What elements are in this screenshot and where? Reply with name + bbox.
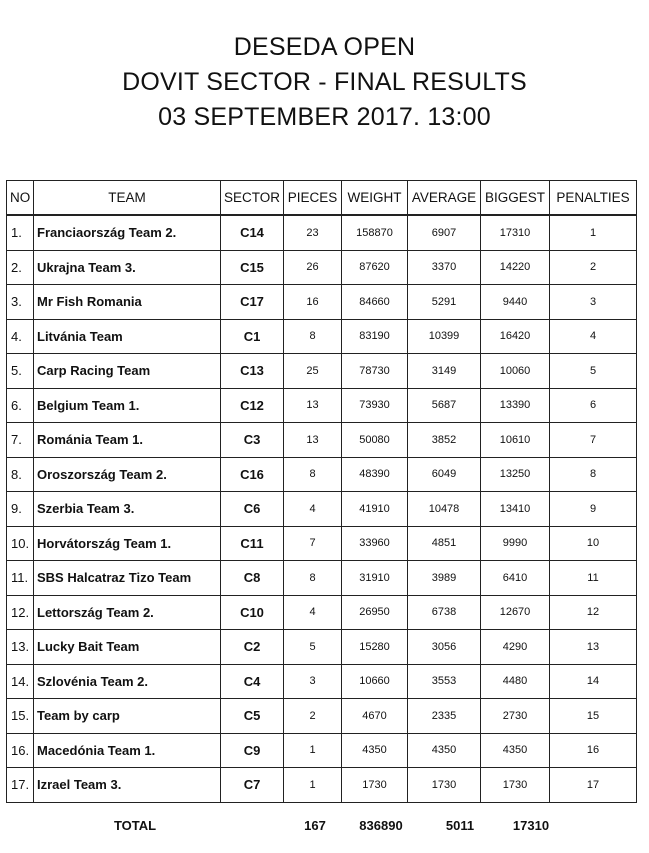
average-cell: 2335 <box>408 699 481 734</box>
average-cell: 4851 <box>408 526 481 561</box>
average-cell: 3056 <box>408 630 481 665</box>
pieces-cell: 13 <box>284 388 342 423</box>
table-row <box>7 354 637 389</box>
penalties-cell: 2 <box>550 250 637 285</box>
biggest-cell: 10610 <box>481 423 550 458</box>
average-cell: 10399 <box>408 319 481 354</box>
sector-cell: C5 <box>221 699 284 734</box>
biggest-cell: 2730 <box>481 699 550 734</box>
pieces-cell: 4 <box>284 492 342 527</box>
weight-cell: 4670 <box>342 699 408 734</box>
sector-cell: C16 <box>221 457 284 492</box>
biggest-cell: 17310 <box>481 215 550 250</box>
average-cell: 3370 <box>408 250 481 285</box>
biggest-cell: 16420 <box>481 319 550 354</box>
column-header-pieces: PIECES <box>284 181 342 216</box>
table-row <box>7 699 637 734</box>
total-average: 5011 <box>445 818 475 833</box>
average-cell: 6738 <box>408 595 481 630</box>
document-title-block <box>0 30 649 135</box>
rank-cell: 5. <box>7 354 34 389</box>
penalties-cell: 1 <box>550 215 637 250</box>
penalties-cell: 15 <box>550 699 637 734</box>
biggest-cell: 4350 <box>481 733 550 768</box>
sector-cell: C2 <box>221 630 284 665</box>
sector-cell: C10 <box>221 595 284 630</box>
total-label: TOTAL <box>113 818 157 833</box>
rank-cell: 13. <box>7 630 34 665</box>
pieces-cell: 7 <box>284 526 342 561</box>
penalties-cell: 11 <box>550 561 637 596</box>
team-cell: Team by carp <box>34 699 221 734</box>
penalties-cell: 9 <box>550 492 637 527</box>
rank-cell: 14. <box>7 664 34 699</box>
table-row <box>7 526 637 561</box>
column-header-penalties: PENALTIES <box>550 181 637 216</box>
rank-cell: 7. <box>7 423 34 458</box>
pieces-cell: 4 <box>284 595 342 630</box>
column-header-no: NO <box>7 181 34 216</box>
table-row <box>7 768 637 803</box>
results-title: DOVIT SECTOR - FINAL RESULTS <box>122 68 527 96</box>
biggest-cell: 9440 <box>481 285 550 320</box>
penalties-cell: 5 <box>550 354 637 389</box>
penalties-cell: 16 <box>550 733 637 768</box>
sector-cell: C17 <box>221 285 284 320</box>
rank-cell: 16. <box>7 733 34 768</box>
penalties-cell: 17 <box>550 768 637 803</box>
biggest-cell: 4480 <box>481 664 550 699</box>
table-header-row <box>7 181 637 216</box>
table-row <box>7 630 637 665</box>
penalties-cell: 14 <box>550 664 637 699</box>
weight-cell: 26950 <box>342 595 408 630</box>
pieces-cell: 8 <box>284 457 342 492</box>
weight-cell: 41910 <box>342 492 408 527</box>
rank-cell: 12. <box>7 595 34 630</box>
rank-cell: 17. <box>7 768 34 803</box>
penalties-cell: 7 <box>550 423 637 458</box>
penalties-cell: 12 <box>550 595 637 630</box>
penalties-cell: 13 <box>550 630 637 665</box>
team-cell: Ukrajna Team 3. <box>34 250 221 285</box>
total-biggest: 17310 <box>512 818 550 833</box>
sector-cell: C15 <box>221 250 284 285</box>
weight-cell: 84660 <box>342 285 408 320</box>
weight-cell: 158870 <box>342 215 408 250</box>
average-cell: 10478 <box>408 492 481 527</box>
weight-cell: 10660 <box>342 664 408 699</box>
biggest-cell: 13390 <box>481 388 550 423</box>
column-header-biggest: BIGGEST <box>481 181 550 216</box>
rank-cell: 4. <box>7 319 34 354</box>
average-cell: 5687 <box>408 388 481 423</box>
pieces-cell: 25 <box>284 354 342 389</box>
biggest-cell: 9990 <box>481 526 550 561</box>
biggest-cell: 10060 <box>481 354 550 389</box>
weight-cell: 4350 <box>342 733 408 768</box>
table-row <box>7 388 637 423</box>
weight-cell: 33960 <box>342 526 408 561</box>
rank-cell: 1. <box>7 215 34 250</box>
table-row <box>7 215 637 250</box>
table-row <box>7 457 637 492</box>
rank-cell: 6. <box>7 388 34 423</box>
pieces-cell: 3 <box>284 664 342 699</box>
pieces-cell: 8 <box>284 561 342 596</box>
sector-cell: C12 <box>221 388 284 423</box>
table-row <box>7 285 637 320</box>
team-cell: Belgium Team 1. <box>34 388 221 423</box>
column-header-weight: WEIGHT <box>342 181 408 216</box>
total-pieces: 167 <box>304 818 326 833</box>
pieces-cell: 13 <box>284 423 342 458</box>
average-cell: 6049 <box>408 457 481 492</box>
weight-cell: 78730 <box>342 354 408 389</box>
average-cell: 5291 <box>408 285 481 320</box>
column-header-average: AVERAGE <box>408 181 481 216</box>
column-header-sector: SECTOR <box>221 181 284 216</box>
sector-cell: C6 <box>221 492 284 527</box>
biggest-cell: 4290 <box>481 630 550 665</box>
pieces-cell: 2 <box>284 699 342 734</box>
pieces-cell: 23 <box>284 215 342 250</box>
average-cell: 1730 <box>408 768 481 803</box>
sector-cell: C9 <box>221 733 284 768</box>
table-row <box>7 595 637 630</box>
table-row <box>7 733 637 768</box>
penalties-cell: 4 <box>550 319 637 354</box>
column-header-team: TEAM <box>34 181 221 216</box>
penalties-cell: 3 <box>550 285 637 320</box>
weight-cell: 73930 <box>342 388 408 423</box>
weight-cell: 87620 <box>342 250 408 285</box>
biggest-cell: 6410 <box>481 561 550 596</box>
sector-cell: C1 <box>221 319 284 354</box>
average-cell: 3989 <box>408 561 481 596</box>
totals-row <box>0 818 649 838</box>
team-cell: SBS Halcatraz Tizo Team <box>34 561 221 596</box>
sector-cell: C8 <box>221 561 284 596</box>
team-cell: Litvánia Team <box>34 319 221 354</box>
biggest-cell: 13410 <box>481 492 550 527</box>
sector-cell: C14 <box>221 215 284 250</box>
rank-cell: 2. <box>7 250 34 285</box>
table-row <box>7 423 637 458</box>
biggest-cell: 1730 <box>481 768 550 803</box>
pieces-cell: 5 <box>284 630 342 665</box>
average-cell: 3149 <box>408 354 481 389</box>
rank-cell: 11. <box>7 561 34 596</box>
team-cell: Franciaország Team 2. <box>34 215 221 250</box>
team-cell: Mr Fish Romania <box>34 285 221 320</box>
sector-cell: C3 <box>221 423 284 458</box>
pieces-cell: 8 <box>284 319 342 354</box>
weight-cell: 50080 <box>342 423 408 458</box>
event-title: DESEDA OPEN <box>233 33 416 61</box>
weight-cell: 48390 <box>342 457 408 492</box>
pieces-cell: 1 <box>284 733 342 768</box>
sector-cell: C13 <box>221 354 284 389</box>
biggest-cell: 12670 <box>481 595 550 630</box>
rank-cell: 10. <box>7 526 34 561</box>
rank-cell: 8. <box>7 457 34 492</box>
table-row <box>7 250 637 285</box>
sector-cell: C7 <box>221 768 284 803</box>
total-weight: 836890 <box>359 818 403 833</box>
pieces-cell: 1 <box>284 768 342 803</box>
average-cell: 4350 <box>408 733 481 768</box>
penalties-cell: 8 <box>550 457 637 492</box>
team-cell: Lettország Team 2. <box>34 595 221 630</box>
team-cell: Horvátország Team 1. <box>34 526 221 561</box>
results-table <box>6 180 637 803</box>
weight-cell: 1730 <box>342 768 408 803</box>
weight-cell: 15280 <box>342 630 408 665</box>
event-date: 03 SEPTEMBER 2017. 13:00 <box>158 103 491 131</box>
team-cell: Szerbia Team 3. <box>34 492 221 527</box>
rank-cell: 15. <box>7 699 34 734</box>
average-cell: 3852 <box>408 423 481 458</box>
penalties-cell: 10 <box>550 526 637 561</box>
biggest-cell: 14220 <box>481 250 550 285</box>
team-cell: Oroszország Team 2. <box>34 457 221 492</box>
average-cell: 6907 <box>408 215 481 250</box>
weight-cell: 31910 <box>342 561 408 596</box>
team-cell: Izrael Team 3. <box>34 768 221 803</box>
sector-cell: C11 <box>221 526 284 561</box>
team-cell: Szlovénia Team 2. <box>34 664 221 699</box>
pieces-cell: 26 <box>284 250 342 285</box>
team-cell: Lucky Bait Team <box>34 630 221 665</box>
penalties-cell: 6 <box>550 388 637 423</box>
table-row <box>7 492 637 527</box>
pieces-cell: 16 <box>284 285 342 320</box>
table-row <box>7 319 637 354</box>
biggest-cell: 13250 <box>481 457 550 492</box>
table-row <box>7 664 637 699</box>
sector-cell: C4 <box>221 664 284 699</box>
weight-cell: 83190 <box>342 319 408 354</box>
team-cell: Macedónia Team 1. <box>34 733 221 768</box>
team-cell: Carp Racing Team <box>34 354 221 389</box>
rank-cell: 9. <box>7 492 34 527</box>
team-cell: Románia Team 1. <box>34 423 221 458</box>
table-row <box>7 561 637 596</box>
average-cell: 3553 <box>408 664 481 699</box>
rank-cell: 3. <box>7 285 34 320</box>
